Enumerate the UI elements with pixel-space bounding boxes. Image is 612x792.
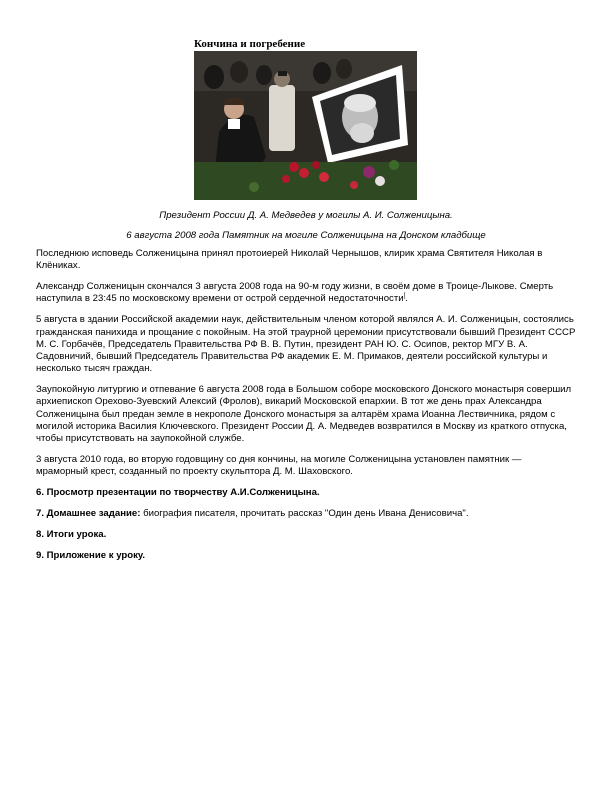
paragraph-confession: Последнюю исповедь Солженицына принял протоиерей Николай Чернышов, клирик храма Святителя Николая в Клёниках. (36, 248, 543, 272)
paragraph-death-text: Александр Солженицын скончался 3 августа 2008 года на 90-м году жизни, в своём доме в Троице-Лыкове. Смерть наступила в 23:45 по московскому времени от острой сердечной недостаточности (36, 281, 554, 305)
homework-text: биография писателя, прочитать рассказ "Один день Ивана Денисовича". (140, 508, 469, 520)
funeral-scene-illustration (194, 37, 417, 200)
paragraph-death (36, 281, 576, 305)
photo-title: Кончина и погребение (194, 37, 417, 51)
lesson-item-7 (36, 508, 576, 520)
article-body (36, 248, 576, 571)
funeral-photo (194, 37, 417, 200)
lesson-item-6: 6. Просмотр презентации по творчеству А.И.Солженицына. (36, 487, 320, 499)
paragraph-funeral: Заупокойную литургию и отпевание 6 августа 2008 года в Большом соборе московского Донского монастыря совершил архиепископ Орехово-Зуевский Алексий (Фролов), викарий Московской епархии. В тот же день прах Александра Солженицына был предан земле в некрополе Донского монастыря за алтарём храма Иоанна Лествичника, рядом с могилой историка Василия Ключевского. Президент России Д. А. Медведев возвратился в Москву из краткого отпуска, чтобы присутствовать на заупокойной службе. (36, 384, 572, 445)
lesson-item-9: 9. Приложение к уроку. (36, 550, 146, 562)
paragraph-death-end: . (405, 293, 408, 305)
photo-caption: Президент России Д. А. Медведев у могилы А. И. Солженицына. (159, 210, 453, 221)
footnote-mark: [ (403, 293, 406, 300)
paragraph-monument: 3 августа 2010 года, во вторую годовщину со дня кончины, на могиле Солженицына установлен памятник — мраморный крест, созданный по проекту скульптора Д. М. Шаховского. (36, 454, 522, 478)
lesson-item-8: 8. Итоги урока. (36, 529, 107, 541)
paragraph-memorial: 5 августа в здании Российской академии наук, действительным членом которой являлся А. И. Солженицын, состоялись гражданская панихида и прощание с покойным. На этой траурной церемонии присутствовали бывший Президент СССР М. С. Горбачёв, Председатель Правительства РФ В. В. Путин, президент РАН Ю. С. Осипов, ректор МГУ В. А. Садовничий, бывший Председатель Правительства РФ академик Е. М. Примаков, деятели российской культуры и несколько тысяч граждан. (36, 314, 576, 375)
monument-caption: 6 августа 2008 года Памятник на могиле Солженицына на Донском кладбище (126, 230, 486, 241)
homework-label: 7. Домашнее задание: (36, 508, 141, 520)
